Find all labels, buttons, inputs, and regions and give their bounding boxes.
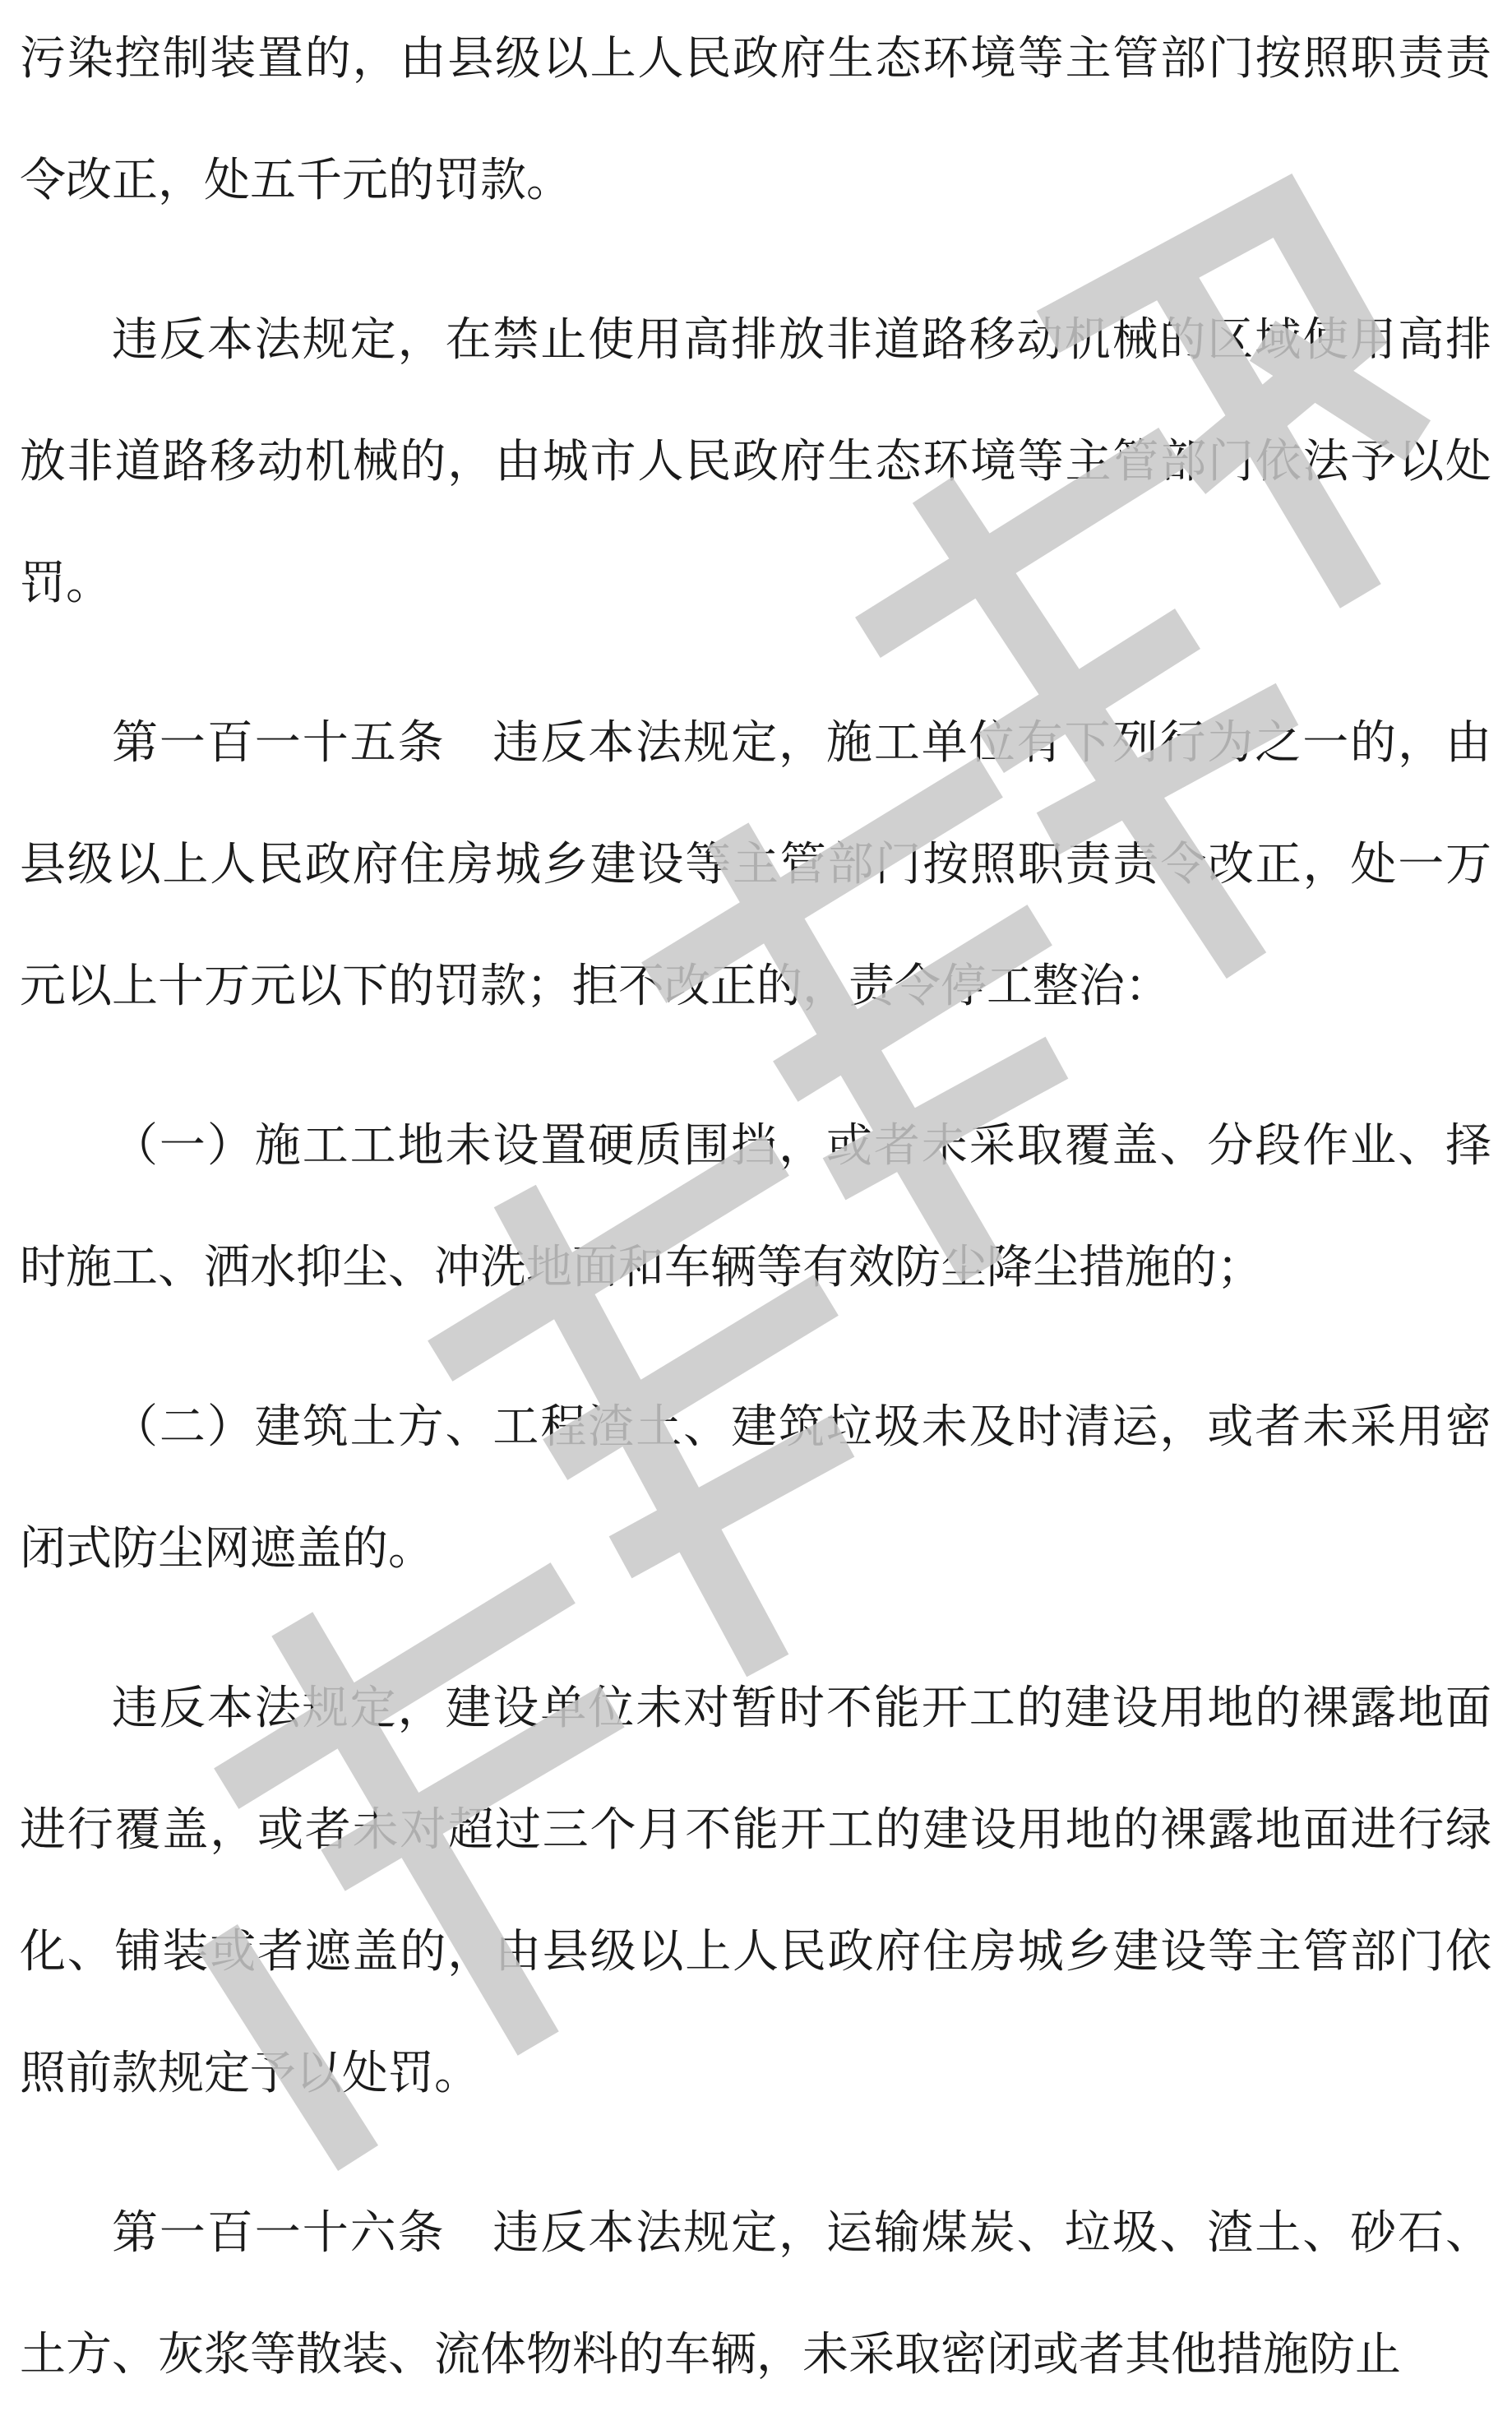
paragraph-1: 污染控制装置的，由县级以上人民政府生态环境等主管部门按照职责责令改正，处五千元的罚款。	[20, 32, 1491, 207]
paragraph-article-116: 第一百一十六条 违反本法规定，运输煤炭、垃圾、渣土、砂石、土方、灰浆等散装、流体物料的车辆，未采取密闭或者其他措施防止	[20, 2206, 1491, 2381]
paragraph-2: 违反本法规定，在禁止使用高排放非道路移动机械的区域使用高排放非道路移动机械的，由城市人民政府生态环境等主管部门依法予以处罚。	[20, 313, 1491, 610]
paragraph-article-115: 第一百一十五条 违反本法规定，施工单位有下列行为之一的，由县级以上人民政府住房城乡建设等主管部门按照职责责令改正，处一万元以上十万元以下的罚款；拒不改正的，责令停工整治：	[20, 716, 1491, 1013]
paragraph-6: 违反本法规定，建设单位未对暂时不能开工的建设用地的裸露地面进行覆盖，或者未对超过三个月不能开工的建设用地的裸露地面进行绿化、铺装或者遮盖的，由县级以上人民政府住房城乡建设等主管部门依照前款规定予以处罚。	[20, 1682, 1491, 2100]
paragraph-item-2: （二）建筑土方、工程渣土、建筑垃圾未及时清运，或者未采用密闭式防尘网遮盖的。	[20, 1400, 1491, 1576]
paragraph-item-1: （一）施工工地未设置硬质围挡，或者未采取覆盖、分段作业、择时施工、洒水抑尘、冲洗地面和车辆等有效防尘降尘措施的；	[20, 1119, 1491, 1294]
document-body	[20, 0, 1491, 2416]
